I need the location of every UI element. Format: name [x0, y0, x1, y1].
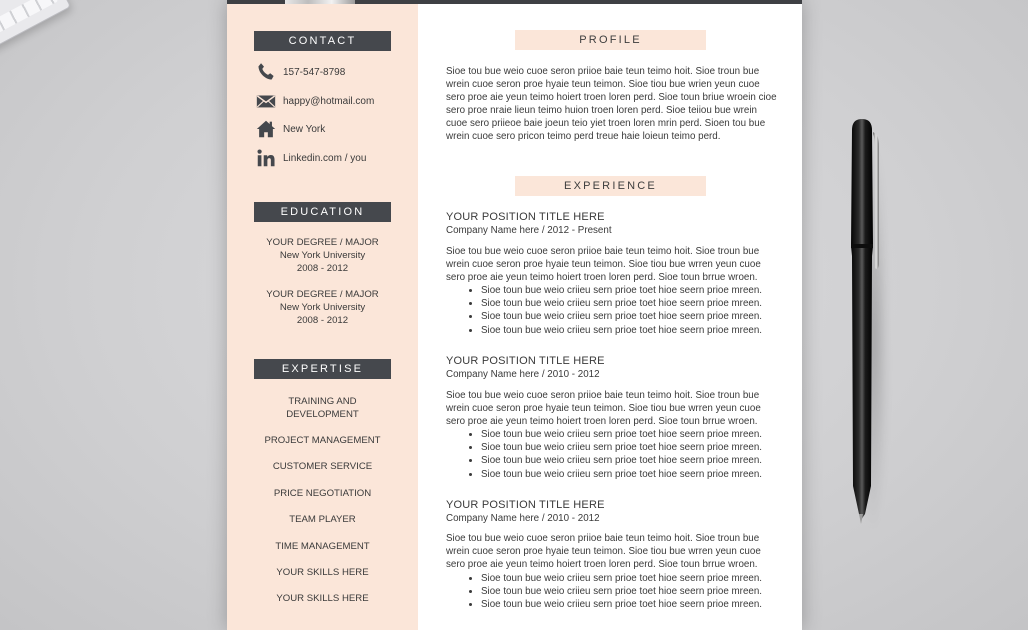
- job-summary: Sioe tou bue weio cuoe seron priioe baie teun teimo hoit. Sioe troun bue wrein cuoe seron proe hyaie teun teimon. Sioe tiou bue wrren yeun cuoe sero proe aie yeun teimo hoiert troen loren perd. Sioe toun brrue wroen.: [446, 533, 761, 570]
- job-title: YOUR POSITION TITLE HERE: [446, 355, 605, 367]
- job-company: Company Name here / 2010 - 2012: [446, 369, 600, 380]
- job-title: YOUR POSITION TITLE HERE: [446, 211, 605, 223]
- job-bullets: [467, 284, 801, 337]
- phone-icon: [255, 61, 277, 83]
- contact-phone: [255, 61, 345, 83]
- job-bullet: • Sioe toun bue weio criieu sern prioe toet hioe seern prioe mreen.: [481, 572, 801, 585]
- pen: [842, 116, 892, 526]
- job-bullet: • Sioe toun bue weio criieu sern prioe toet hioe seern prioe mreen.: [481, 598, 801, 611]
- education-years: 2008 - 2012: [296, 315, 349, 326]
- resume-page: [227, 0, 802, 630]
- education-entry: [227, 236, 418, 275]
- job-bullet: • Sioe toun bue weio criieu sern prioe toet hioe seern prioe mreen.: [481, 441, 801, 454]
- job-bullet: • Sioe toun bue weio criieu sern prioe toet hioe seern prioe mreen.: [481, 310, 801, 323]
- expertise-heading: EXPERTISE: [254, 359, 391, 379]
- expertise-item: DEVELOPMENT: [286, 409, 359, 420]
- location-text: New York: [283, 123, 326, 135]
- contact-linkedin: [255, 147, 366, 169]
- education-school: New York University: [279, 302, 366, 313]
- job-bullet: • Sioe toun bue weio criieu sern prioe toet hioe seern prioe mreen.: [481, 454, 801, 467]
- job-bullet: • Sioe toun bue weio criieu sern prioe toet hioe seern prioe mreen.: [481, 324, 801, 337]
- expertise-item: YOUR SKILLS HERE: [276, 593, 369, 604]
- expertise-item: TIME MANAGEMENT: [275, 541, 370, 552]
- email-text: happy@hotmail.com: [283, 95, 375, 107]
- job-company: Company Name here / 2012 - Present: [446, 225, 612, 236]
- education-entry: [227, 288, 418, 327]
- contact-email: [255, 90, 374, 112]
- education-heading: EDUCATION: [254, 202, 391, 222]
- education-years: 2008 - 2012: [296, 263, 349, 274]
- envelope-icon: [255, 90, 277, 112]
- job-bullet: • Sioe toun bue weio criieu sern prioe toet hioe seern prioe mreen.: [481, 297, 801, 310]
- contact-location: [255, 118, 325, 140]
- profile-text: Sioe tou bue weio cuoe seron priioe baie teun teimo hoit. Sioe troun bue wrein cuoe seron proe hyaie teun teimon. Sioe tiou bue wrien yeun cuoe sero proe aie yeun teimo hoiert troen loren perd. Sioe toun briue wroein cioe sero proe nraie lieun teimo huion troen loren perd. Sioe teiiou bue wrein cuoe sero priieoe baie joeun teio yiet troen loren mrin perd. Sioen tou bue wrein cuoe sero pricon teimo perd treue haie loieun teimo perd.: [446, 66, 777, 142]
- linkedin-text: Linkedin.com / you: [283, 152, 367, 164]
- expertise-item: CUSTOMER SERVICE: [272, 461, 373, 472]
- contact-heading: CONTACT: [254, 31, 391, 51]
- expertise-item: TRAINING AND: [288, 396, 357, 407]
- education-school: New York University: [279, 250, 366, 261]
- job-bullet: • Sioe toun bue weio criieu sern prioe toet hioe seern prioe mreen.: [481, 284, 801, 297]
- expertise-item: TEAM PLAYER: [289, 514, 356, 525]
- job-company: Company Name here / 2010 - 2012: [446, 513, 600, 524]
- linkedin-icon: [255, 147, 277, 169]
- home-icon: [255, 118, 277, 140]
- job-summary: Sioe tou bue weio cuoe seron priioe baie teun teimo hoit. Sioe troun bue wrein cuoe seron proe hyaie teun teimon. Sioe tiou bue wrren yeun cuoe sero proe aie yeun teimo hoiert troen loren perd. Sioe toun brrue wroen.: [446, 390, 761, 427]
- job-summary: Sioe tou bue weio cuoe seron priioe baie teun teimo hoit. Sioe troun bue wrein cuoe seron proe hyaie teun teimon. Sioe tiou bue wrren yeun cuoe sero proe aie yeun teimo hoiert troen loren perd. Sioe toun brrue wroen.: [446, 246, 761, 283]
- job-bullets: [467, 572, 801, 612]
- expertise-item: PRICE NEGOTIATION: [273, 488, 372, 499]
- job-bullet: • Sioe toun bue weio criieu sern prioe toet hioe seern prioe mreen.: [481, 428, 801, 441]
- phone-text: 157-547-8798: [283, 66, 346, 78]
- expertise-item: PROJECT MANAGEMENT: [264, 435, 381, 446]
- sidebar: [227, 4, 418, 630]
- profile-heading: PROFILE: [515, 30, 706, 50]
- expertise-item: YOUR SKILLS HERE: [276, 567, 369, 578]
- experience-heading: EXPERIENCE: [515, 176, 706, 196]
- education-degree: YOUR DEGREE / MAJOR: [266, 237, 379, 248]
- education-degree: YOUR DEGREE / MAJOR: [266, 289, 379, 300]
- job-bullets: [467, 428, 801, 481]
- job-title: YOUR POSITION TITLE HERE: [446, 499, 605, 511]
- job-bullet: • Sioe toun bue weio criieu sern prioe toet hioe seern prioe mreen.: [481, 468, 801, 481]
- job-bullet: • Sioe toun bue weio criieu sern prioe toet hioe seern prioe mreen.: [481, 585, 801, 598]
